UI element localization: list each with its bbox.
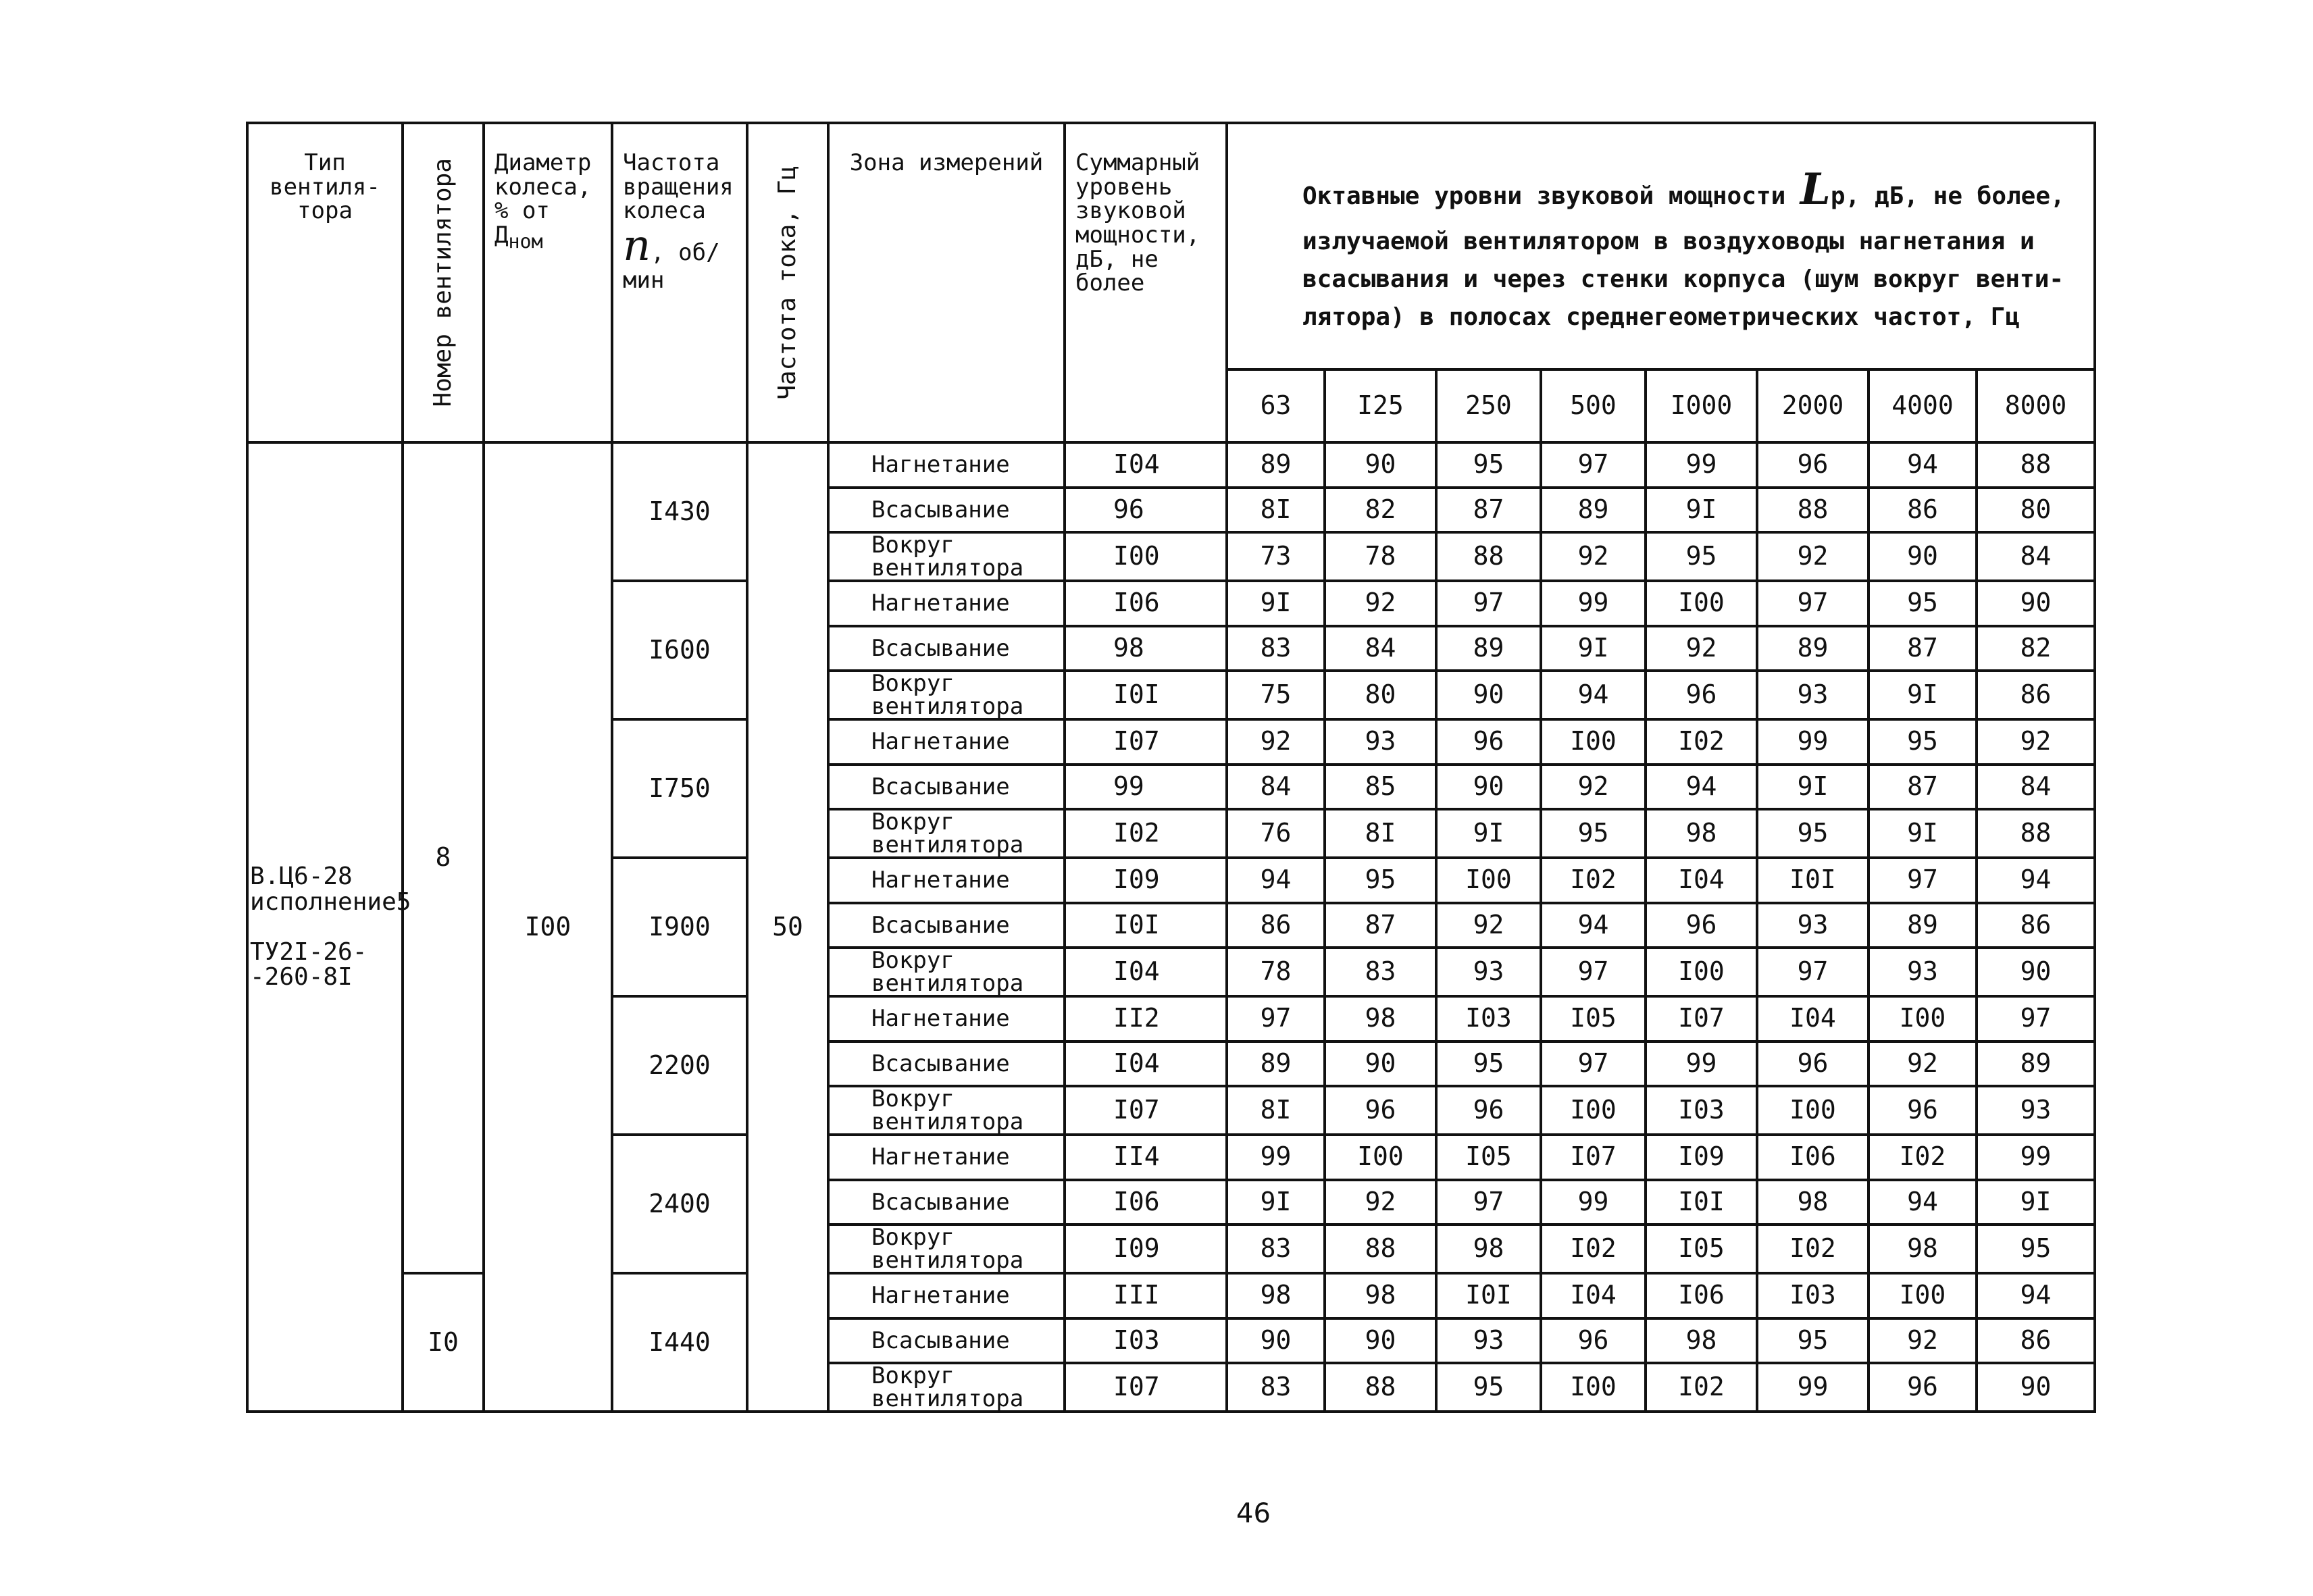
octave-level-cell: 99 bbox=[1757, 719, 1869, 765]
octave-level-cell: 92 bbox=[1646, 626, 1757, 671]
octave-level-cell: 98 bbox=[1325, 1273, 1436, 1318]
octave-level-cell: 99 bbox=[1646, 1041, 1757, 1087]
octave-level-cell: 89 bbox=[1977, 1041, 2095, 1087]
octave-level-cell: 90 bbox=[1977, 1363, 2095, 1412]
octave-level-cell: 93 bbox=[1869, 948, 1977, 996]
total-sound-power-cell: I04 bbox=[1065, 948, 1227, 996]
fan-type-line bbox=[250, 915, 401, 939]
octave-level-cell: 99 bbox=[1757, 1363, 1869, 1412]
page-number: 46 bbox=[1236, 1498, 1271, 1529]
octave-level-cell: 94 bbox=[1541, 671, 1646, 719]
octave-level-cell: I07 bbox=[1646, 996, 1757, 1041]
octave-level-cell: 96 bbox=[1541, 1318, 1646, 1364]
octave-level-cell: 98 bbox=[1227, 1273, 1325, 1318]
octave-level-cell: 99 bbox=[1541, 1180, 1646, 1225]
octave-level-cell: 8I bbox=[1227, 1086, 1325, 1135]
octave-level-cell: 93 bbox=[1325, 719, 1436, 765]
octave-level-cell: 88 bbox=[1757, 488, 1869, 533]
total-sound-power-cell: 96 bbox=[1065, 488, 1227, 533]
total-sound-power-cell: I0I bbox=[1065, 903, 1227, 948]
octave-level-cell: 97 bbox=[1977, 996, 2095, 1041]
octave-level-cell: 89 bbox=[1436, 626, 1541, 671]
octave-level-cell: 95 bbox=[1646, 532, 1757, 581]
octave-level-cell: 8I bbox=[1227, 488, 1325, 533]
frequency-header-cell: I000 bbox=[1646, 369, 1757, 442]
octave-level-cell: 92 bbox=[1325, 1180, 1436, 1225]
octave-level-cell: I00 bbox=[1541, 719, 1646, 765]
octave-level-cell: I04 bbox=[1541, 1273, 1646, 1318]
total-sound-power-cell: II4 bbox=[1065, 1135, 1227, 1180]
octave-level-cell: 95 bbox=[1757, 1318, 1869, 1364]
measurement-zone-cell: Всасывание bbox=[828, 903, 1065, 948]
octave-level-cell: 95 bbox=[1436, 442, 1541, 488]
octave-level-cell: 98 bbox=[1325, 996, 1436, 1041]
fan-type-line: В.Ц6-28 bbox=[250, 862, 353, 890]
octave-level-cell: 92 bbox=[1541, 765, 1646, 810]
octave-level-cell: 93 bbox=[1977, 1086, 2095, 1135]
total-sound-power-cell: I04 bbox=[1065, 1041, 1227, 1087]
fan-number-cell: 8 bbox=[403, 442, 484, 1273]
octave-level-cell: 90 bbox=[1227, 1318, 1325, 1364]
octave-level-cell: 95 bbox=[1541, 809, 1646, 858]
octave-level-cell: I00 bbox=[1325, 1135, 1436, 1180]
octave-level-cell: 86 bbox=[1977, 671, 2095, 719]
octave-level-cell: 92 bbox=[1977, 719, 2095, 765]
measurement-zone-cell: Нагнетание bbox=[828, 1273, 1065, 1318]
octave-level-cell: 96 bbox=[1646, 903, 1757, 948]
octave-level-cell: 87 bbox=[1325, 903, 1436, 948]
measurement-zone-cell: Нагнетание bbox=[828, 858, 1065, 903]
rotation-speed-cell: I900 bbox=[612, 858, 747, 996]
octave-level-cell: 9I bbox=[1436, 809, 1541, 858]
octave-level-cell: I02 bbox=[1869, 1135, 1977, 1180]
octave-level-cell: 95 bbox=[1436, 1041, 1541, 1087]
octave-level-cell: 86 bbox=[1977, 1318, 2095, 1364]
measurement-zone-cell: Вокруг вентилятора bbox=[828, 1086, 1065, 1135]
octave-level-cell: 90 bbox=[1869, 532, 1977, 581]
octave-level-cell: 90 bbox=[1325, 442, 1436, 488]
octave-level-cell: 92 bbox=[1436, 903, 1541, 948]
octave-level-cell: 92 bbox=[1325, 581, 1436, 626]
octave-level-cell: 97 bbox=[1757, 581, 1869, 626]
octave-level-cell: 99 bbox=[1646, 442, 1757, 488]
total-sound-power-cell: I07 bbox=[1065, 1086, 1227, 1135]
octave-level-cell: I05 bbox=[1436, 1135, 1541, 1180]
octave-level-cell: 84 bbox=[1227, 765, 1325, 810]
octave-level-cell: I02 bbox=[1541, 858, 1646, 903]
octave-level-cell: 75 bbox=[1227, 671, 1325, 719]
octave-level-cell: 95 bbox=[1869, 719, 1977, 765]
octave-level-cell: 93 bbox=[1757, 903, 1869, 948]
octave-level-cell: 88 bbox=[1436, 532, 1541, 581]
octave-level-cell: 94 bbox=[1869, 1180, 1977, 1225]
frequency-header-cell: I25 bbox=[1325, 369, 1436, 442]
rotation-speed-cell: 2200 bbox=[612, 996, 747, 1135]
measurement-zone-cell: Нагнетание bbox=[828, 719, 1065, 765]
octave-level-cell: 82 bbox=[1325, 488, 1436, 533]
octave-level-cell: I0I bbox=[1646, 1180, 1757, 1225]
total-sound-power-cell: I00 bbox=[1065, 532, 1227, 581]
total-sound-power-cell: I09 bbox=[1065, 858, 1227, 903]
octave-level-cell: 82 bbox=[1977, 626, 2095, 671]
octave-level-cell: 84 bbox=[1325, 626, 1436, 671]
octave-level-cell: 94 bbox=[1977, 1273, 2095, 1318]
total-sound-power-cell: II2 bbox=[1065, 996, 1227, 1041]
total-sound-power-cell: I06 bbox=[1065, 1180, 1227, 1225]
octave-level-cell: 89 bbox=[1869, 903, 1977, 948]
header-total-sound-power: Суммарный уровень звуковой мощности, дБ, не более bbox=[1065, 123, 1227, 442]
octave-level-cell: 83 bbox=[1325, 948, 1436, 996]
total-sound-power-cell: I04 bbox=[1065, 442, 1227, 488]
octave-level-cell: I04 bbox=[1646, 858, 1757, 903]
octave-level-cell: I00 bbox=[1436, 858, 1541, 903]
octave-level-cell: I03 bbox=[1646, 1086, 1757, 1135]
octave-level-cell: 9I bbox=[1869, 809, 1977, 858]
octave-level-cell: 9I bbox=[1227, 1180, 1325, 1225]
octave-level-cell: 98 bbox=[1646, 809, 1757, 858]
octave-level-cell: 92 bbox=[1869, 1318, 1977, 1364]
octave-level-cell: 73 bbox=[1227, 532, 1325, 581]
octave-level-cell: 87 bbox=[1436, 488, 1541, 533]
octave-level-cell: I02 bbox=[1541, 1225, 1646, 1273]
octave-level-cell: 90 bbox=[1977, 948, 2095, 996]
octave-level-cell: 76 bbox=[1227, 809, 1325, 858]
total-sound-power-cell: I06 bbox=[1065, 581, 1227, 626]
octave-level-cell: 89 bbox=[1541, 488, 1646, 533]
octave-level-cell: I00 bbox=[1646, 948, 1757, 996]
octave-level-cell: 86 bbox=[1977, 903, 2095, 948]
octave-level-cell: 96 bbox=[1325, 1086, 1436, 1135]
octave-level-cell: 89 bbox=[1757, 626, 1869, 671]
frequency-header-cell: 4000 bbox=[1869, 369, 1977, 442]
fan-number-cell: I0 bbox=[403, 1273, 484, 1412]
octave-level-cell: I03 bbox=[1757, 1273, 1869, 1318]
octave-level-cell: 95 bbox=[1757, 809, 1869, 858]
octave-level-cell: 97 bbox=[1541, 442, 1646, 488]
octave-level-cell: 9I bbox=[1646, 488, 1757, 533]
octave-level-cell: 88 bbox=[1325, 1225, 1436, 1273]
table-row bbox=[247, 442, 2095, 488]
octave-level-cell: 83 bbox=[1227, 1225, 1325, 1273]
measurement-zone-cell: Нагнетание bbox=[828, 442, 1065, 488]
header-rotation-speed: Частота вращения колеса n, об/мин bbox=[612, 123, 747, 442]
octave-level-cell: I05 bbox=[1541, 996, 1646, 1041]
measurement-zone-cell: Нагнетание bbox=[828, 1135, 1065, 1180]
total-sound-power-cell: 98 bbox=[1065, 626, 1227, 671]
rotation-speed-cell: I750 bbox=[612, 719, 747, 858]
octave-level-cell: 80 bbox=[1325, 671, 1436, 719]
fan-type-line: исполнение5 bbox=[250, 887, 411, 916]
octave-level-cell: 98 bbox=[1869, 1225, 1977, 1273]
octave-level-cell: 95 bbox=[1325, 858, 1436, 903]
octave-level-cell: 94 bbox=[1646, 765, 1757, 810]
measurement-zone-cell: Всасывание bbox=[828, 765, 1065, 810]
octave-level-cell: 96 bbox=[1869, 1363, 1977, 1412]
table-body bbox=[247, 442, 2095, 1412]
octave-level-cell: 97 bbox=[1436, 1180, 1541, 1225]
rotation-speed-cell: I430 bbox=[612, 442, 747, 581]
measurement-zone-cell: Вокруг вентилятора bbox=[828, 1363, 1065, 1412]
frequency-header-cell: 8000 bbox=[1977, 369, 2095, 442]
measurement-zone-cell: Вокруг вентилятора bbox=[828, 948, 1065, 996]
octave-level-cell: I0I bbox=[1436, 1273, 1541, 1318]
octave-level-cell: 9I bbox=[1757, 765, 1869, 810]
octave-level-cell: 78 bbox=[1325, 532, 1436, 581]
frequency-header-cell: 250 bbox=[1436, 369, 1541, 442]
octave-level-cell: 89 bbox=[1227, 442, 1325, 488]
measurement-zone-cell: Вокруг вентилятора bbox=[828, 671, 1065, 719]
octave-level-cell: 8I bbox=[1325, 809, 1436, 858]
total-sound-power-cell: I03 bbox=[1065, 1318, 1227, 1364]
octave-level-cell: 94 bbox=[1541, 903, 1646, 948]
octave-level-cell: 97 bbox=[1227, 996, 1325, 1041]
octave-level-cell: 96 bbox=[1436, 719, 1541, 765]
header-fan-type: Тип вентиля-тора bbox=[247, 123, 403, 442]
octave-level-cell: I07 bbox=[1541, 1135, 1646, 1180]
measurement-zone-cell: Вокруг вентилятора bbox=[828, 532, 1065, 581]
octave-level-cell: I0I bbox=[1757, 858, 1869, 903]
rotation-speed-cell: 2400 bbox=[612, 1135, 747, 1273]
octave-level-cell: 94 bbox=[1977, 858, 2095, 903]
octave-level-cell: 97 bbox=[1436, 581, 1541, 626]
octave-level-cell: 93 bbox=[1436, 948, 1541, 996]
octave-level-cell: 88 bbox=[1977, 442, 2095, 488]
octave-level-cell: 99 bbox=[1977, 1135, 2095, 1180]
octave-level-cell: 92 bbox=[1227, 719, 1325, 765]
total-sound-power-cell: I07 bbox=[1065, 719, 1227, 765]
octave-level-cell: 96 bbox=[1757, 442, 1869, 488]
octave-level-cell: I02 bbox=[1757, 1225, 1869, 1273]
octave-level-cell: 90 bbox=[1325, 1318, 1436, 1364]
total-sound-power-cell: 99 bbox=[1065, 765, 1227, 810]
header-wheel-diameter: Диаметр колеса, % от $Д_{ном}$ bbox=[484, 123, 612, 442]
header-measurement-zone: Зона измерений bbox=[828, 123, 1065, 442]
octave-level-cell: 97 bbox=[1869, 858, 1977, 903]
measurement-zone-cell: Всасывание bbox=[828, 1180, 1065, 1225]
octave-level-cell: 98 bbox=[1757, 1180, 1869, 1225]
octave-level-cell: 9I bbox=[1869, 671, 1977, 719]
octave-level-cell: I09 bbox=[1646, 1135, 1757, 1180]
octave-level-cell: 90 bbox=[1977, 581, 2095, 626]
measurement-zone-cell: Вокруг вентилятора bbox=[828, 809, 1065, 858]
octave-level-cell: 9I bbox=[1977, 1180, 2095, 1225]
octave-level-cell: 87 bbox=[1869, 765, 1977, 810]
octave-level-cell: 83 bbox=[1227, 1363, 1325, 1412]
octave-level-cell: 93 bbox=[1436, 1318, 1541, 1364]
measurement-zone-cell: Всасывание bbox=[828, 1041, 1065, 1087]
octave-level-cell: 92 bbox=[1757, 532, 1869, 581]
octave-level-cell: 99 bbox=[1541, 581, 1646, 626]
frequency-header-cell: 500 bbox=[1541, 369, 1646, 442]
header-fan-number: Номер вентилятора bbox=[403, 123, 484, 442]
octave-level-cell: 88 bbox=[1977, 809, 2095, 858]
octave-level-cell: I02 bbox=[1646, 1363, 1757, 1412]
current-frequency-cell: 50 bbox=[747, 442, 828, 1412]
total-sound-power-cell: III bbox=[1065, 1273, 1227, 1318]
measurement-zone-cell: Нагнетание bbox=[828, 996, 1065, 1041]
octave-level-cell: I00 bbox=[1646, 581, 1757, 626]
octave-level-cell: 85 bbox=[1325, 765, 1436, 810]
octave-level-cell: 95 bbox=[1977, 1225, 2095, 1273]
total-sound-power-cell: I09 bbox=[1065, 1225, 1227, 1273]
octave-level-cell: 95 bbox=[1436, 1363, 1541, 1412]
octave-level-cell: 86 bbox=[1869, 488, 1977, 533]
octave-level-cell: 9I bbox=[1227, 581, 1325, 626]
noise-level-table bbox=[246, 122, 2096, 1413]
measurement-zone-cell: Вокруг вентилятора bbox=[828, 1225, 1065, 1273]
octave-level-cell: 89 bbox=[1227, 1041, 1325, 1087]
octave-level-cell: I06 bbox=[1757, 1135, 1869, 1180]
octave-level-cell: I03 bbox=[1436, 996, 1541, 1041]
octave-level-cell: I06 bbox=[1646, 1273, 1757, 1318]
wheel-diameter-cell: I00 bbox=[484, 442, 612, 1412]
rotation-speed-cell: I440 bbox=[612, 1273, 747, 1412]
octave-level-cell: 84 bbox=[1977, 532, 2095, 581]
octave-level-cell: 95 bbox=[1869, 581, 1977, 626]
octave-level-cell: I00 bbox=[1541, 1363, 1646, 1412]
octave-level-cell: 98 bbox=[1646, 1318, 1757, 1364]
octave-level-cell: I00 bbox=[1869, 996, 1977, 1041]
octave-level-cell: I05 bbox=[1646, 1225, 1757, 1273]
rotation-speed-cell: I600 bbox=[612, 581, 747, 719]
octave-level-cell: 94 bbox=[1869, 442, 1977, 488]
octave-level-cell: 93 bbox=[1757, 671, 1869, 719]
measurement-zone-cell: Нагнетание bbox=[828, 581, 1065, 626]
octave-level-cell: 88 bbox=[1325, 1363, 1436, 1412]
octave-level-cell: 99 bbox=[1227, 1135, 1325, 1180]
fan-type-line: -260-8I bbox=[250, 963, 353, 992]
header-octave-levels: Октавные уровни звуковой мощности Lр, дБ, не более, излучаемой вентилятором в воздуховоды нагнетания и всасывания и через стенки корпуса (шум вокруг венти-лятора) в полосах среднегеометрических частот, Гц bbox=[1227, 123, 2095, 369]
octave-level-cell: 90 bbox=[1436, 765, 1541, 810]
total-sound-power-cell: I0I bbox=[1065, 671, 1227, 719]
octave-level-cell: 96 bbox=[1646, 671, 1757, 719]
octave-level-cell: I00 bbox=[1541, 1086, 1646, 1135]
octave-level-cell: 96 bbox=[1757, 1041, 1869, 1087]
measurement-zone-cell: Всасывание bbox=[828, 1318, 1065, 1364]
octave-level-cell: 96 bbox=[1869, 1086, 1977, 1135]
octave-level-cell: 97 bbox=[1541, 948, 1646, 996]
total-sound-power-cell: I07 bbox=[1065, 1363, 1227, 1412]
octave-level-cell: 87 bbox=[1869, 626, 1977, 671]
octave-level-cell: 94 bbox=[1227, 858, 1325, 903]
total-sound-power-cell: I02 bbox=[1065, 809, 1227, 858]
octave-level-cell: 78 bbox=[1227, 948, 1325, 996]
octave-level-cell: 9I bbox=[1541, 626, 1646, 671]
octave-level-cell: I04 bbox=[1757, 996, 1869, 1041]
octave-level-cell: 98 bbox=[1436, 1225, 1541, 1273]
octave-level-cell: 90 bbox=[1325, 1041, 1436, 1087]
frequency-header-cell: 2000 bbox=[1757, 369, 1869, 442]
octave-level-cell: 92 bbox=[1869, 1041, 1977, 1087]
octave-level-cell: 86 bbox=[1227, 903, 1325, 948]
octave-level-cell: 80 bbox=[1977, 488, 2095, 533]
measurement-zone-cell: Всасывание bbox=[828, 626, 1065, 671]
fan-type-line: ТУ2I-26- bbox=[250, 937, 367, 966]
octave-level-cell: I00 bbox=[1757, 1086, 1869, 1135]
octave-level-cell: 92 bbox=[1541, 532, 1646, 581]
measurement-zone-cell: Всасывание bbox=[828, 488, 1065, 533]
octave-level-cell: I00 bbox=[1869, 1273, 1977, 1318]
octave-level-cell: 83 bbox=[1227, 626, 1325, 671]
frequency-header-cell: 63 bbox=[1227, 369, 1325, 442]
octave-level-cell: 97 bbox=[1757, 948, 1869, 996]
noise-level-table-sheet bbox=[246, 122, 2093, 1413]
octave-level-cell: 90 bbox=[1436, 671, 1541, 719]
octave-level-cell: I02 bbox=[1646, 719, 1757, 765]
octave-level-cell: 97 bbox=[1541, 1041, 1646, 1087]
octave-level-cell: 84 bbox=[1977, 765, 2095, 810]
header-current-frequency: Частота тока, Гц bbox=[747, 123, 828, 442]
fan-type-cell bbox=[247, 442, 411, 1412]
octave-level-cell: 96 bbox=[1436, 1086, 1541, 1135]
